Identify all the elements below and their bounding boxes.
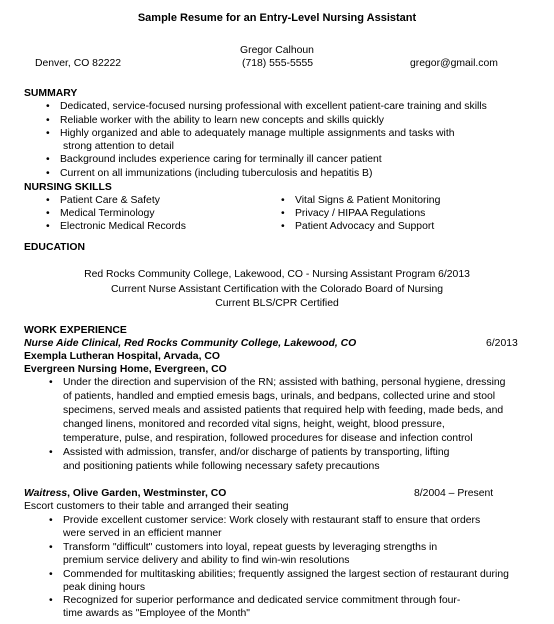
contact-email[interactable]: gregor@gmail.com xyxy=(410,58,498,69)
job-site: Evergreen Nursing Home, Evergreen, CO xyxy=(24,364,227,375)
job-bullet: • Recognized for superior performance and dedicated service commitment through four- xyxy=(63,594,460,607)
resume-title: Sample Resume for an Entry-Level Nursing Assistant xyxy=(137,12,417,24)
job-bullet: • Commended for multitasking abilities; frequently assigned the largest section of restaurant during xyxy=(63,568,509,581)
job-bullet: • Under the direction and supervision of the RN; assisted with bathing, personal hygiene, dressing xyxy=(63,376,505,389)
job-intro: Escort customers to their table and arranged their seating xyxy=(24,501,289,512)
skill-item: • Privacy / HIPAA Regulations xyxy=(295,207,425,220)
job-bullet-continuation: peak dining hours xyxy=(63,582,146,593)
education-heading: EDUCATION xyxy=(24,242,85,253)
contact-location: Denver, CO 82222 xyxy=(35,58,122,69)
job-site: Exempla Lutheran Hospital, Arvada, CO xyxy=(24,351,220,362)
contact-phone: (718) 555-5555 xyxy=(242,58,314,69)
education-line: Current BLS/CPR Certified xyxy=(215,298,339,309)
job-bullet: • Assisted with admission, transfer, and/or discharge of patients by transporting, lifting xyxy=(63,446,449,459)
work-heading: WORK EXPERIENCE xyxy=(24,325,127,336)
summary-item-continuation: strong attention to detail xyxy=(63,141,174,152)
job-bullet: • Transform "difficult" customers into loyal, repeat guests by leveraging strengths in xyxy=(63,541,437,554)
job-bullet-continuation: temperature, pulse, and respiration, followed procedures for disease and infection control xyxy=(63,433,473,444)
summary-heading: SUMMARY xyxy=(24,88,78,99)
education-line: Red Rocks Community College, Lakewood, CO - Nursing Assistant Program 6/2013 xyxy=(84,269,470,280)
job-bullet-continuation: were served in an efficient manner xyxy=(63,528,222,539)
summary-item: • Highly organized and able to adequately manage multiple assignments and tasks with xyxy=(60,127,455,140)
job-title: Waitress, Olive Garden, Westminster, CO xyxy=(24,488,227,499)
education-line: Current Nurse Assistant Certification with the Colorado Board of Nursing xyxy=(110,284,444,295)
job-bullet-continuation: of patients, handled and emptied emesis bags, urinals, and bedpans, collected urine and stool xyxy=(63,391,496,402)
job-bullet: • Provide excellent customer service: Work closely with restaurant staff to ensure that orders xyxy=(63,514,480,527)
summary-item: • Reliable worker with the ability to learn new concepts and skills quickly xyxy=(60,114,384,127)
job-bullet-continuation: and positioning patients while following necessary safety precautions xyxy=(63,461,380,472)
summary-item: • Background includes experience caring for terminally ill cancer patient xyxy=(60,153,382,166)
skill-item: • Patient Care & Safety xyxy=(60,194,160,207)
job-bullet-continuation: changed linens, monitored and recorded vital signs, height, weight, blood pressure, xyxy=(63,419,445,430)
job-date: 6/2013 xyxy=(486,338,518,349)
skills-heading: NURSING SKILLS xyxy=(24,182,112,193)
job-title: Nurse Aide Clinical, Red Rocks Community College, Lakewood, CO xyxy=(24,338,357,349)
skill-item: • Medical Terminology xyxy=(60,207,155,220)
summary-item: • Current on all immunizations (including tuberculosis and hepatitis B) xyxy=(60,167,372,180)
job-bullet-continuation: specimens, served meals and assisted patients that required help with feeding, made beds, and xyxy=(63,405,504,416)
summary-item: • Dedicated, service-focused nursing professional with excellent patient-care training and skills xyxy=(60,100,487,113)
contact-name: Gregor Calhoun xyxy=(240,45,314,56)
job-bullet-continuation: premium service delivery and ability to find win-win resolutions xyxy=(63,555,350,566)
skill-item: • Vital Signs & Patient Monitoring xyxy=(295,194,440,207)
skill-item: • Patient Advocacy and Support xyxy=(295,220,434,233)
skill-item: • Electronic Medical Records xyxy=(60,220,186,233)
job-bullet-continuation: time awards as "Employee of the Month" xyxy=(63,608,250,619)
job-date: 8/2004 – Present xyxy=(414,488,494,499)
